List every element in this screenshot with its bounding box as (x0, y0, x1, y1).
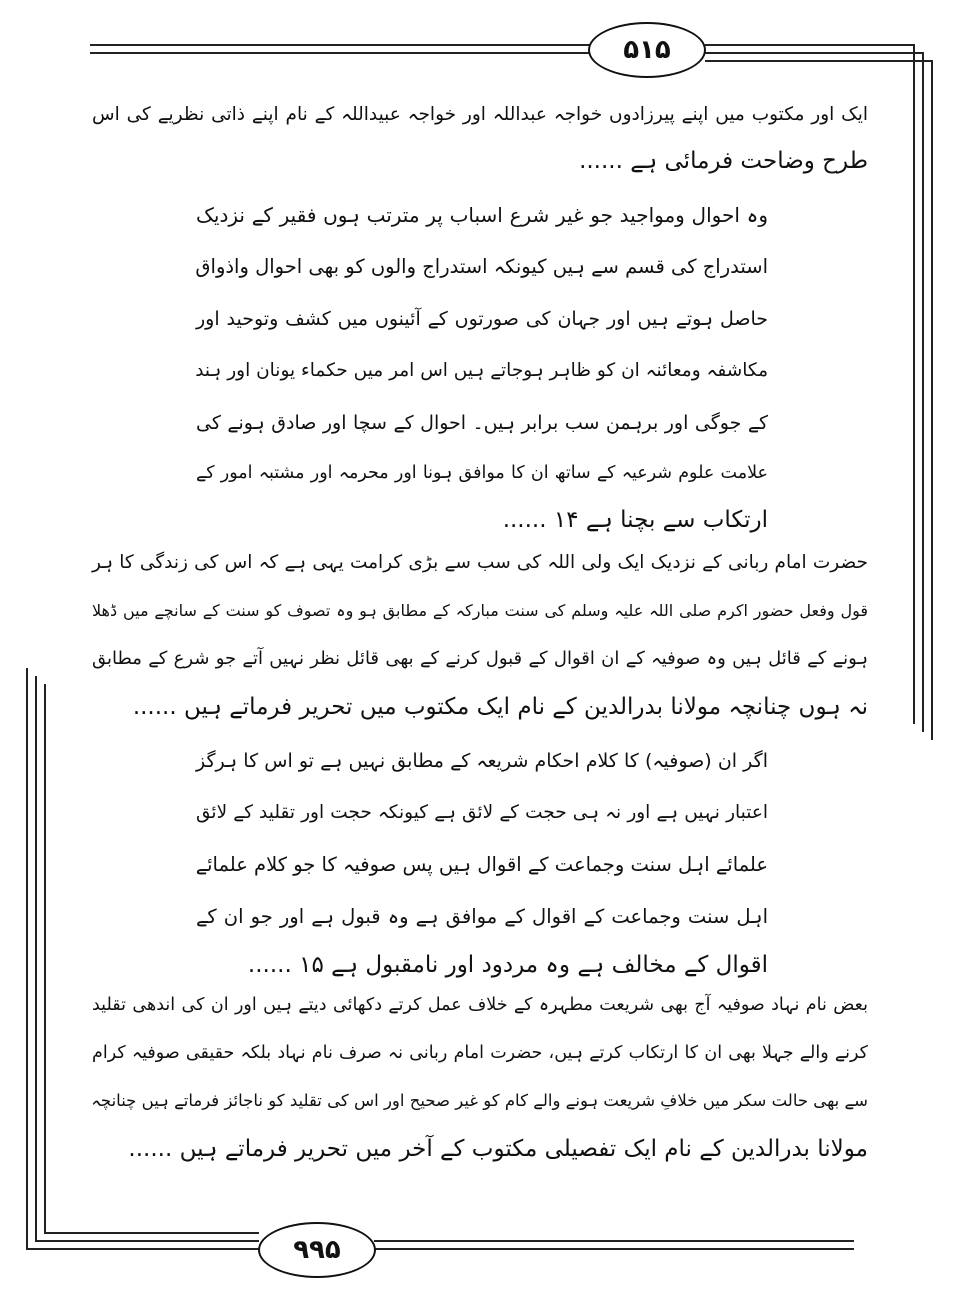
frame-bottom-rule-2 (35, 1240, 259, 1242)
quote-line: اعتبار نہیں ہے اور نہ ہی حجت کے لائق ہے کیونکہ حجت اور تقلید کے لائق (196, 802, 768, 823)
top-page-number: ۵۱۵ (588, 22, 706, 78)
quote-line: وہ احوال ومواجید جو غیر شرع اسباب پر مترتب ہوں فقیر کے نزدیک (196, 203, 768, 227)
quote-line: حاصل ہوتے ہیں اور جہان کی صورتوں کے آئینوں میں کشف وتوحید اور (196, 308, 768, 330)
frame-left-rule-3 (44, 684, 46, 1232)
body-line: ایک اور مکتوب میں اپنے پیرزادوں خواجہ عبداللہ اور خواجہ عبیداللہ کے نام اپنے ذاتی نظریے کی اس (92, 104, 868, 125)
body-line: کرنے والے جہلا بھی ان کا ارتکاب کرتے ہیں، حضرت امام ربانی نہ صرف نام نہاد بلکہ حقیقی صوفیہ کرام (92, 1043, 868, 1063)
body-line: نہ ہوں چنانچہ مولانا بدرالدین کے نام ایک مکتوب میں تحریر فرماتے ہیں ...... (132, 694, 868, 720)
body-line: قول وفعل حضور اکرم صلی اللہ علیہ وسلم کی سنت مبارکہ کے مطابق ہو وہ تصوف کو سنت کے سانچے میں ڈھلا (92, 601, 868, 620)
quote-line: علامت علوم شرعیہ کے ساتھ ان کا موافق ہونا اور محرمہ اور مشتبہ امور کے (196, 463, 768, 483)
body-line: ہونے کے قائل ہیں وہ صوفیہ کے ان اقوال کے قبول کرنے کے بھی قائل نظر نہیں آتے جو شرع کے مطابق (92, 648, 868, 669)
frame-right-rule-3 (931, 60, 933, 740)
frame-bottom-rule-5 (374, 1240, 854, 1242)
bottom-page-number: ۹۹۵ (258, 1222, 376, 1278)
frame-top-rule-2 (90, 52, 590, 54)
quote-line: کے جوگی اور برہمن سب برابر ہیں۔ احوال کے سچا اور صادق ہونے کی (196, 412, 768, 434)
frame-top-rule-3 (705, 44, 915, 46)
quote-line: اگر ان (صوفیہ) کا کلام احکام شریعہ کے مطابق نہیں ہے تو اس کا ہرگز (196, 750, 768, 772)
quote-line: علمائے اہل سنت وجماعت کے اقوال ہیں پس صوفیہ کا جو کلام علمائے (195, 853, 768, 876)
frame-left-rule-1 (26, 668, 28, 1248)
frame-right-rule-1 (913, 44, 915, 724)
quote-line: استدراج کی قسم سے ہیں کیونکہ استدراج والوں کو بھی احوال واذواق (195, 255, 768, 278)
quote-line: اہل سنت وجماعت کے اقوال کے موافق ہے وہ قبول ہے اور جو ان کے (196, 905, 768, 928)
frame-bottom-rule-3 (44, 1232, 259, 1234)
body-line: طرح وضاحت فرمائی ہے ...... (579, 148, 868, 174)
frame-top-rule-4 (705, 52, 923, 54)
quote-line: اقوال کے مخالف ہے وہ مردود اور نامقبول ہے ۱۵ ...... (247, 952, 768, 978)
body-line: مولانا بدرالدین کے نام ایک تفصیلی مکتوب کے آخر میں تحریر فرماتے ہیں ...... (128, 1136, 868, 1162)
body-line: سے بھی حالت سکر میں خلافِ شریعت ہونے والے کام کو غیر صحیح اور اس کی تقلید کو ناجائز فرماتے ہیں چنانچہ (91, 1091, 868, 1110)
frame-right-rule-2 (922, 52, 924, 732)
frame-top-rule-1 (90, 44, 590, 46)
frame-top-rule-5 (705, 60, 931, 62)
frame-bottom-rule-4 (374, 1248, 854, 1250)
body-line: حضرت امام ربانی کے نزدیک ایک ولی اللہ کی سب سے بڑی کرامت یہی ہے کہ اس کی زندگی کا ہر (92, 552, 868, 573)
body-line: بعض نام نہاد صوفیہ آج بھی شریعت مطہرہ کے خلاف عمل کرتے دکھائی دیتے ہیں اور ان کی اندھی تقلید (92, 995, 868, 1015)
quote-line: مکاشفہ ومعائنہ ان کو ظاہر ہوجاتے ہیں اس امر میں حکماء یونان اور ہند (195, 360, 768, 381)
quote-line: ارتکاب سے بچنا ہے ۱۴ ...... (502, 507, 768, 533)
frame-left-rule-2 (35, 676, 37, 1240)
frame-bottom-rule-1 (26, 1248, 259, 1250)
